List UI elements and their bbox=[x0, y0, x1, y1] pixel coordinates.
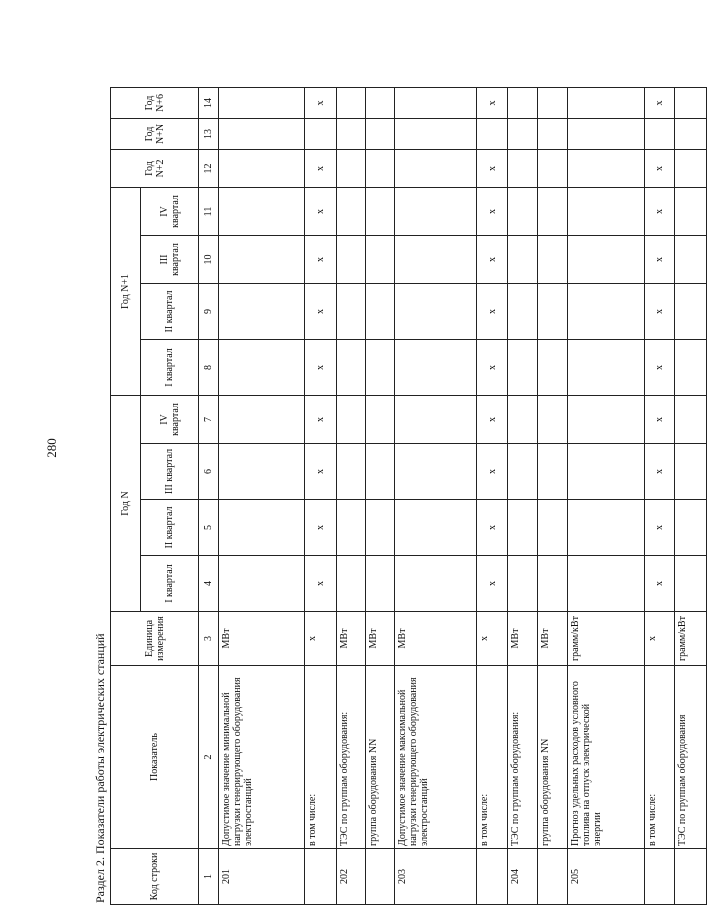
column-number: 1 bbox=[199, 849, 219, 905]
row-value bbox=[395, 500, 477, 556]
row-value bbox=[395, 87, 477, 118]
row-value: х bbox=[305, 556, 337, 612]
row-indicator: Допустимое значение максимальной нагрузки генерирующего оборудования электростанций bbox=[395, 666, 477, 849]
row-value bbox=[366, 500, 395, 556]
header-year-n6: Год N+6 bbox=[111, 87, 199, 118]
row-value bbox=[538, 444, 568, 500]
table-row bbox=[538, 87, 568, 904]
row-value bbox=[219, 500, 305, 556]
row-value bbox=[366, 556, 395, 612]
row-value: х bbox=[477, 556, 508, 612]
table-row bbox=[477, 87, 508, 904]
row-value bbox=[395, 444, 477, 500]
row-unit: грамм/кВт bbox=[675, 612, 707, 666]
header-quarter: II квартал bbox=[141, 284, 199, 340]
table-row bbox=[568, 87, 645, 904]
row-value bbox=[675, 284, 707, 340]
table-row bbox=[675, 87, 707, 904]
table-row bbox=[395, 87, 477, 904]
row-value: х bbox=[645, 500, 675, 556]
row-value: х bbox=[477, 187, 508, 235]
row-value: х bbox=[305, 236, 337, 284]
column-number: 7 bbox=[199, 396, 219, 444]
row-value bbox=[675, 236, 707, 284]
row-value bbox=[538, 118, 568, 149]
header-quarter: II квартал bbox=[141, 500, 199, 556]
row-value bbox=[568, 500, 645, 556]
row-value: х bbox=[645, 396, 675, 444]
row-value bbox=[675, 118, 707, 149]
row-value bbox=[568, 187, 645, 235]
row-value: х bbox=[305, 187, 337, 235]
row-value bbox=[337, 118, 366, 149]
row-value bbox=[395, 284, 477, 340]
row-code: 202 bbox=[337, 849, 366, 905]
column-number: 14 bbox=[199, 87, 219, 118]
row-value bbox=[508, 149, 538, 187]
row-indicator: Допустимое значение минимальной нагрузки генерирующего оборудования электростанций bbox=[219, 666, 305, 849]
row-value bbox=[219, 284, 305, 340]
row-value bbox=[366, 236, 395, 284]
column-number: 10 bbox=[199, 236, 219, 284]
row-value bbox=[337, 187, 366, 235]
row-unit: МВт bbox=[366, 612, 395, 666]
header-quarter: III квартал bbox=[141, 444, 199, 500]
row-value bbox=[395, 396, 477, 444]
row-indicator: группа оборудования NN bbox=[538, 666, 568, 849]
row-value bbox=[366, 187, 395, 235]
row-value: х bbox=[645, 340, 675, 396]
row-code: 204 bbox=[508, 849, 538, 905]
row-indicator: в том числе: bbox=[477, 666, 508, 849]
row-value bbox=[568, 340, 645, 396]
row-value bbox=[568, 149, 645, 187]
row-value: х bbox=[477, 284, 508, 340]
table-row bbox=[645, 87, 675, 904]
row-value bbox=[395, 556, 477, 612]
row-code bbox=[538, 849, 568, 905]
power-stations-table bbox=[110, 87, 707, 905]
row-value bbox=[337, 236, 366, 284]
row-value bbox=[366, 340, 395, 396]
row-value bbox=[508, 87, 538, 118]
row-value: х bbox=[477, 500, 508, 556]
row-value: х bbox=[477, 236, 508, 284]
row-value bbox=[337, 284, 366, 340]
column-number: 3 bbox=[199, 612, 219, 666]
row-value bbox=[538, 396, 568, 444]
row-value bbox=[366, 444, 395, 500]
table-row bbox=[305, 87, 337, 904]
row-indicator: ТЭС по группам оборудования: bbox=[508, 666, 538, 849]
row-value bbox=[568, 396, 645, 444]
row-value bbox=[675, 396, 707, 444]
row-value bbox=[366, 284, 395, 340]
header-quarter: III квартал bbox=[141, 236, 199, 284]
row-value bbox=[538, 284, 568, 340]
row-value bbox=[395, 340, 477, 396]
row-value bbox=[337, 556, 366, 612]
row-value bbox=[395, 236, 477, 284]
row-value bbox=[568, 444, 645, 500]
row-code bbox=[305, 849, 337, 905]
header-year-nn: Год N+N bbox=[111, 118, 199, 149]
header-code: Код строки bbox=[111, 849, 199, 905]
row-value bbox=[219, 87, 305, 118]
header-quarter: IV квартал bbox=[141, 187, 199, 235]
row-code bbox=[366, 849, 395, 905]
row-value bbox=[337, 149, 366, 187]
header-quarter: I квартал bbox=[141, 340, 199, 396]
column-number: 5 bbox=[199, 500, 219, 556]
row-value bbox=[219, 340, 305, 396]
row-value: х bbox=[305, 396, 337, 444]
header-year-n1: Год N+1 bbox=[111, 187, 141, 395]
row-code: 203 bbox=[395, 849, 477, 905]
row-value bbox=[675, 556, 707, 612]
row-value bbox=[305, 118, 337, 149]
row-unit: МВт bbox=[395, 612, 477, 666]
row-value bbox=[219, 149, 305, 187]
header-year-n: Год N bbox=[111, 396, 141, 612]
row-unit: МВт bbox=[538, 612, 568, 666]
row-value bbox=[675, 149, 707, 187]
row-value bbox=[395, 118, 477, 149]
row-value bbox=[337, 87, 366, 118]
header-unit: Единица измерения bbox=[111, 612, 199, 666]
table-row bbox=[219, 87, 305, 904]
row-unit: грамм/кВт bbox=[568, 612, 645, 666]
row-unit: МВт bbox=[219, 612, 305, 666]
row-value: х bbox=[477, 340, 508, 396]
row-unit: х bbox=[645, 612, 675, 666]
row-value bbox=[568, 87, 645, 118]
row-value bbox=[477, 118, 508, 149]
row-value bbox=[568, 284, 645, 340]
row-value bbox=[508, 340, 538, 396]
row-indicator: ТЭС по группам оборудования bbox=[675, 666, 707, 849]
column-number-row bbox=[199, 87, 219, 904]
row-unit: х bbox=[305, 612, 337, 666]
header-year-n2: Год N+2 bbox=[111, 149, 199, 187]
row-indicator: группа оборудования NN bbox=[366, 666, 395, 849]
row-value bbox=[675, 340, 707, 396]
row-value: х bbox=[305, 87, 337, 118]
row-value bbox=[337, 396, 366, 444]
row-code bbox=[675, 849, 707, 905]
row-value bbox=[395, 149, 477, 187]
row-unit: х bbox=[477, 612, 508, 666]
column-number: 2 bbox=[199, 666, 219, 849]
row-value: х bbox=[645, 444, 675, 500]
table-row bbox=[508, 87, 538, 904]
rotated-table-block bbox=[90, 90, 688, 905]
row-code bbox=[645, 849, 675, 905]
row-code: 205 bbox=[568, 849, 645, 905]
row-value: х bbox=[477, 87, 508, 118]
row-indicator: в том числе: bbox=[645, 666, 675, 849]
column-number: 12 bbox=[199, 149, 219, 187]
row-value bbox=[395, 187, 477, 235]
row-value bbox=[219, 236, 305, 284]
row-value bbox=[508, 236, 538, 284]
row-value: х bbox=[645, 149, 675, 187]
row-value bbox=[568, 556, 645, 612]
header-quarter: I квартал bbox=[141, 556, 199, 612]
row-value bbox=[337, 444, 366, 500]
row-value bbox=[337, 340, 366, 396]
row-value bbox=[366, 396, 395, 444]
column-number: 11 bbox=[199, 187, 219, 235]
row-value: х bbox=[477, 396, 508, 444]
row-value bbox=[675, 87, 707, 118]
row-value bbox=[366, 87, 395, 118]
row-value: х bbox=[645, 556, 675, 612]
row-value bbox=[219, 396, 305, 444]
row-value: х bbox=[645, 87, 675, 118]
column-number: 8 bbox=[199, 340, 219, 396]
row-value bbox=[508, 118, 538, 149]
table-row bbox=[366, 87, 395, 904]
row-value bbox=[538, 500, 568, 556]
row-value bbox=[538, 556, 568, 612]
table-row bbox=[337, 87, 366, 904]
row-value bbox=[366, 149, 395, 187]
row-unit: МВт bbox=[337, 612, 366, 666]
header-quarter: IV квартал bbox=[141, 396, 199, 444]
row-value bbox=[366, 118, 395, 149]
row-indicator: в том числе: bbox=[305, 666, 337, 849]
page-number: 280 bbox=[44, 438, 59, 458]
row-value bbox=[538, 236, 568, 284]
row-value bbox=[508, 444, 538, 500]
row-value: х bbox=[477, 444, 508, 500]
row-value bbox=[508, 556, 538, 612]
row-value: х bbox=[645, 284, 675, 340]
row-value bbox=[508, 500, 538, 556]
row-unit: МВт bbox=[508, 612, 538, 666]
row-value bbox=[508, 396, 538, 444]
column-number: 6 bbox=[199, 444, 219, 500]
row-value: х bbox=[305, 284, 337, 340]
row-value bbox=[538, 340, 568, 396]
row-value bbox=[675, 187, 707, 235]
column-number: 4 bbox=[199, 556, 219, 612]
row-value bbox=[568, 118, 645, 149]
section-title: Раздел 2. Показатели работы электрических станций bbox=[93, 633, 107, 903]
row-value: х bbox=[645, 187, 675, 235]
row-indicator: ТЭС по группам оборудования: bbox=[337, 666, 366, 849]
column-number: 9 bbox=[199, 284, 219, 340]
row-value bbox=[675, 444, 707, 500]
row-value bbox=[538, 87, 568, 118]
row-code: 201 bbox=[219, 849, 305, 905]
row-value bbox=[219, 444, 305, 500]
row-value bbox=[568, 236, 645, 284]
row-value bbox=[508, 284, 538, 340]
row-value bbox=[675, 500, 707, 556]
row-value bbox=[219, 187, 305, 235]
row-value: х bbox=[305, 444, 337, 500]
row-value: х bbox=[645, 236, 675, 284]
row-value bbox=[538, 149, 568, 187]
row-value: х bbox=[305, 500, 337, 556]
row-indicator: Прогноз удельных расходов условного топлива на отпуск электрической энергии bbox=[568, 666, 645, 849]
row-value: х bbox=[305, 149, 337, 187]
header-indicator: Показатель bbox=[111, 666, 199, 849]
row-value: х bbox=[305, 340, 337, 396]
row-value: х bbox=[477, 149, 508, 187]
row-value bbox=[219, 556, 305, 612]
row-value bbox=[508, 187, 538, 235]
row-value bbox=[645, 118, 675, 149]
row-value bbox=[337, 500, 366, 556]
column-number: 13 bbox=[199, 118, 219, 149]
row-value bbox=[219, 118, 305, 149]
row-value bbox=[538, 187, 568, 235]
row-code bbox=[477, 849, 508, 905]
